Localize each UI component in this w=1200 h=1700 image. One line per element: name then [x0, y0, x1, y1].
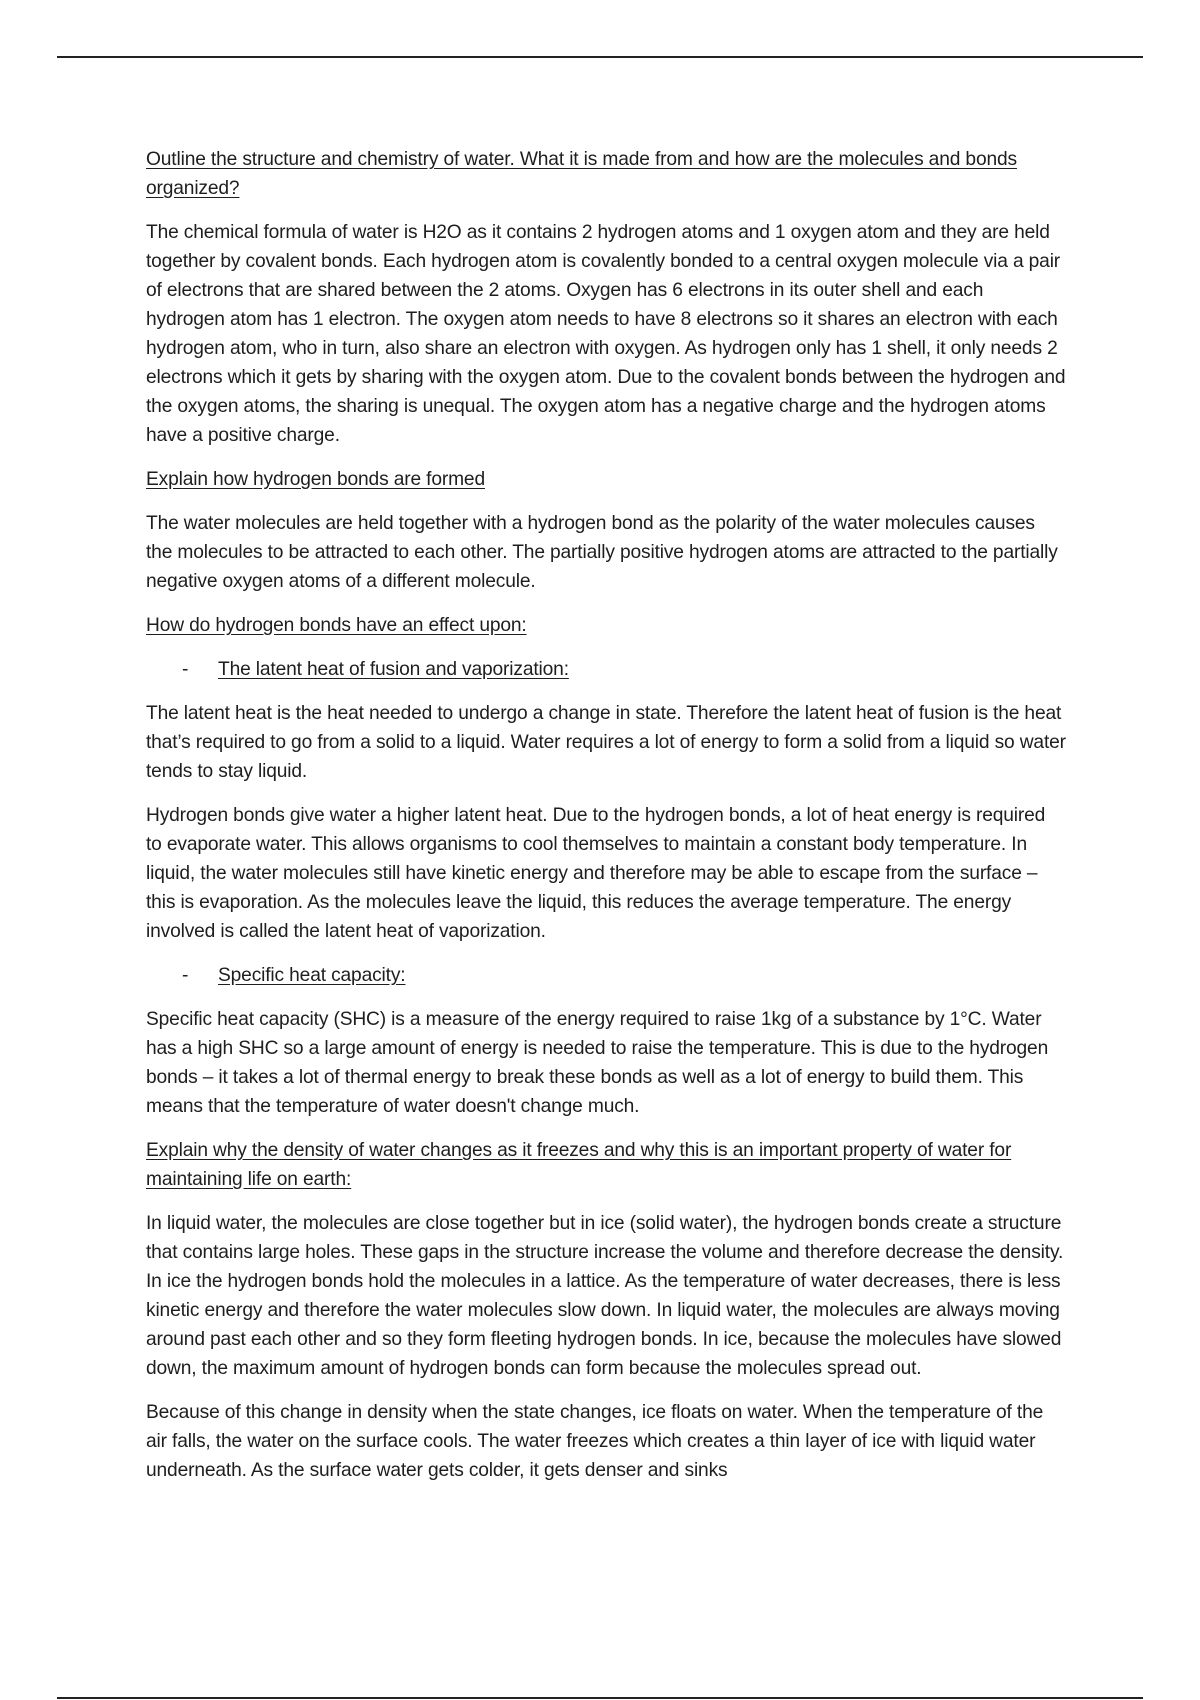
answer-paragraph: Specific heat capacity (SHC) is a measure of the energy required to raise 1kg of a substance by 1°C. Water has a high SHC so a large amount of energy is needed to raise the temperature. This is due to the hydrogen bonds – it takes a lot of thermal energy to break these bonds as well as a lot of energy to build them. This means that the temperature of water doesn't change much. — [146, 1009, 1049, 1117]
bullet-heading: Specific heat capacity: — [218, 965, 406, 986]
answer-paragraph: Hydrogen bonds give water a higher latent heat. Due to the hydrogen bonds, a lot of heat energy is required to evaporate water. This allows organisms to cool themselves to maintain a constant body temperature. In liquid, the water molecules still have kinetic energy and therefore may be able to escape from the surface – this is evaporation. As the molecules leave the liquid, this reduces the average temperature. The energy involved is called the latent heat of vaporization. — [146, 805, 1046, 942]
question-heading: How do hydrogen bonds have an effect upon: — [146, 615, 527, 636]
answer-paragraph: The latent heat is the heat needed to undergo a change in state. Therefore the latent heat of fusion is the heat that’s required to go from a solid to a liquid. Water requires a lot of energy to form a solid from a liquid so water tends to stay liquid. — [146, 703, 1066, 782]
answer-paragraph: The chemical formula of water is H2O as it contains 2 hydrogen atoms and 1 oxygen atom and they are held together by covalent bonds. Each hydrogen atom is covalently bonded to a central oxygen molecule via a pair of electrons that are shared between the 2 atoms. Oxygen has 6 electrons in its outer shell and each hydrogen atom has 1 electron. The oxygen atom needs to have 8 electrons so it shares an electron with each hydrogen atom, who in turn, also share an electron with oxygen. As hydrogen only has 1 shell, it only needs 2 electrons which it gets by sharing with the oxygen atom. Due to the covalent bonds between the hydrogen and the oxygen atoms, the sharing is unequal. The oxygen atom has a negative charge and the hydrogen atoms have a positive charge. — [146, 222, 1066, 446]
question-heading: Explain how hydrogen bonds are formed — [146, 469, 485, 490]
bullet-item — [146, 961, 1066, 990]
bullet-marker: - — [182, 965, 189, 986]
answer-paragraph: In liquid water, the molecules are close together but in ice (solid water), the hydrogen bonds create a structure that contains large holes. These gaps in the structure increase the volume and therefore decrease the density. In ice the hydrogen bonds hold the molecules in a lattice. As the temperature of water decreases, there is less kinetic energy and therefore the water molecules slow down. In liquid water, the molecules are always moving around past each other and so they form fleeting hydrogen bonds. In ice, because the molecules have slowed down, the maximum amount of hydrogen bonds can form because the molecules spread out. — [146, 1213, 1064, 1379]
answer-paragraph: The water molecules are held together with a hydrogen bond as the polarity of the water molecules causes the molecules to be attracted to each other. The partially positive hydrogen atoms are attracted to the partially negative oxygen atoms of a different molecule. — [146, 513, 1058, 592]
answer-paragraph: Because of this change in density when the state changes, ice floats on water. When the temperature of the air falls, the water on the surface cools. The water freezes which creates a thin layer of ice with liquid water underneath. As the surface water gets colder, it gets denser and sinks — [146, 1402, 1044, 1481]
header-rule — [57, 56, 1143, 58]
footer-rule — [57, 1697, 1143, 1699]
bullet-heading: The latent heat of fusion and vaporization: — [218, 659, 569, 680]
bullet-marker: - — [182, 659, 189, 680]
bullet-item — [146, 655, 1066, 684]
question-heading: Outline the structure and chemistry of water. What it is made from and how are the molecules and bonds organized? — [146, 149, 1017, 199]
document-body — [146, 145, 1066, 1500]
question-heading: Explain why the density of water changes as it freezes and why this is an important property of water for maintaining life on earth: — [146, 1140, 1012, 1190]
